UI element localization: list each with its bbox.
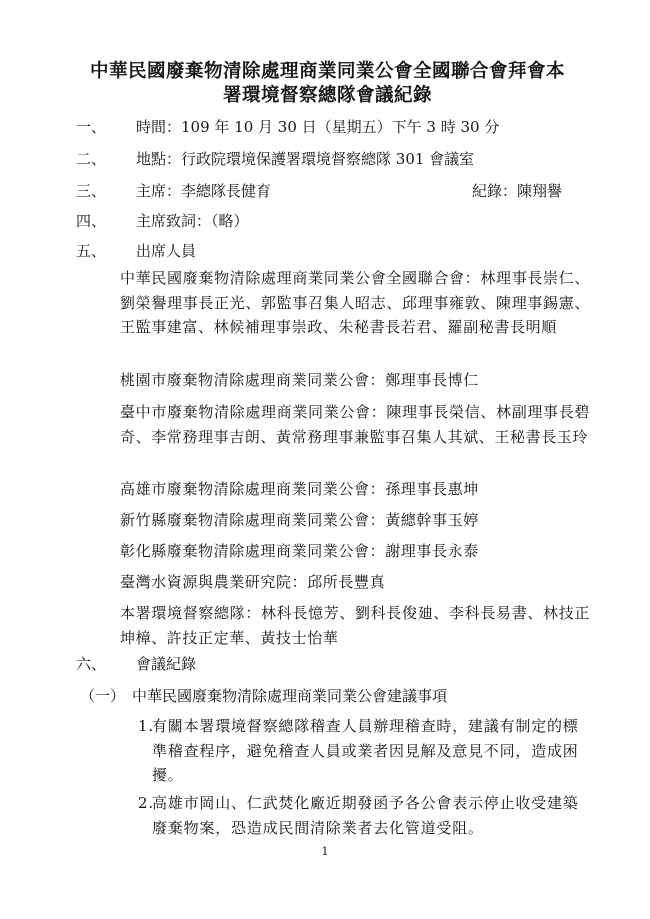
list-item [138,791,590,840]
section-chair-speech [76,211,249,231]
item-text: 有關本署環境督察總隊稽查人員辦理稽查時，建議有制定的標準稽查程序，避免稽查人員或業者因見解及意見不同，造成困擾。 [152,717,579,784]
subsection-heading [80,686,447,706]
item-number: 2. [138,794,154,812]
section-number: 五、 [76,242,107,260]
title-line-2: 署環境督察總隊會議紀錄 [222,85,432,106]
section-text: 時間：109 年 10 月 30 日（星期五）下午 3 時 30 分 [136,118,500,136]
attendee-group-kaohsiung: 高雄市廢棄物清除處理商業同業公會：孫理事長惠坤 [120,480,479,498]
attendee-group-water-institute: 臺灣水資源與農業研究院：邱所長豐真 [120,573,386,591]
attendee-group-hsinchu: 新竹縣廢棄物清除處理商業同業公會：黃總幹事玉婷 [120,511,479,529]
item-number: 1. [138,717,154,735]
page-number: 1 [321,845,329,858]
attendee-group-inspection-corps: 本署環境督察總隊：林科長憶芳、劉科長俊廸、李科長易書、林技正坤樟、許技正定華、黃技士怡華 [120,604,590,647]
section-number: 二、 [76,150,107,168]
section-text: 主席致詞：（略） [136,212,249,230]
title-line-1: 中華民國廢棄物清除處理商業同業公會全國聯合會拜會本 [89,61,565,82]
section-minutes [76,654,196,674]
recorder: 紀錄：陳翔譽 [471,182,562,200]
attendee-group-taoyuan: 桃園市廢棄物清除處理商業同業公會：鄭理事長博仁 [120,371,479,389]
section-text: 主席：李總隊長健育 [136,182,272,200]
document-title [60,60,595,108]
section-text: 會議紀錄 [136,655,197,673]
attendee-group-changhua: 彰化縣廢棄物清除處理商業同業公會：謝理事長永泰 [120,542,479,560]
list-item [138,714,590,788]
section-text: 地點：行政院環境保護署環境督察總隊 301 會議室 [136,150,475,168]
section-location [76,149,474,169]
section-number: 三、 [76,182,107,200]
section-number: 六、 [76,655,107,673]
section-number: 四、 [76,212,107,230]
section-attendees [76,241,196,261]
section-chair [76,181,271,201]
subsection-text: 中華民國廢棄物清除處理商業同業公會建議事項 [132,687,448,705]
item-text: 高雄市岡山、仁武焚化廠近期發函予各公會表示停止收受建築廢棄物案，恐造成民間清除業者去化管道受阻。 [152,794,579,837]
section-text: 出席人員 [136,242,197,260]
attendee-group-national: 中華民國廢棄物清除處理商業同業公會全國聯合會：林理事長崇仁、劉榮譽理事長正光、郭監事召集人昭志、邱理事雍敦、陳理事錫憲、王監事建富、林候補理事崇政、朱秘書長若君、羅副秘書長明順 [120,269,590,336]
attendee-group-taichung: 臺中市廢棄物清除處理商業同業公會：陳理事長榮信、林副理事長碧奇、李常務理事吉朗、黃常務理事兼監事召集人其斌、王秘書長玉玲 [120,403,590,446]
section-number: 一、 [76,118,107,136]
subsection-number: （一） [80,687,126,705]
section-time [76,117,499,137]
